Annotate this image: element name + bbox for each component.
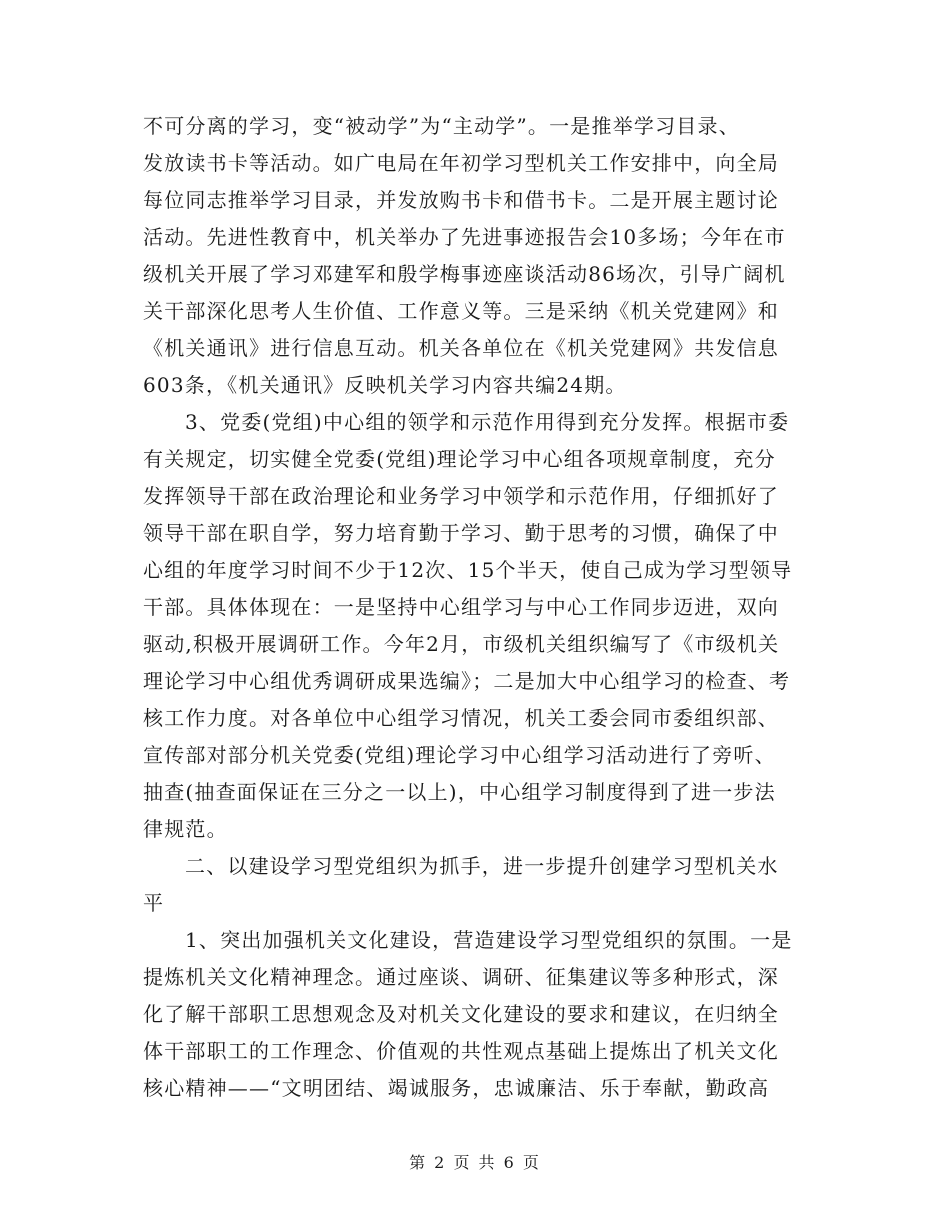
text-line: 提炼机关文化精神理念。通过座谈、调研、征集建议等多种形式，深	[143, 965, 779, 989]
text-line: 抽查(抽查面保证在三分之一以上)，中心组学习制度得到了进一步法	[143, 780, 776, 804]
section-heading-2: 二、以建设学习型党组织为抓手，进一步提升创建学习型机关水	[185, 854, 779, 878]
text-line: 宣传部对部分机关党委(党组)理论学习中心组学习活动进行了旁听、	[143, 743, 776, 767]
text-line: 体干部职工的工作理念、价值观的共性观点基础上提炼出了机关文化	[143, 1039, 779, 1063]
page-number-footer: 第 2 页 共 6 页	[409, 1153, 541, 1172]
text-line: 发放读书卡等活动。如广电局在年初学习型机关工作安排中，向全局	[143, 151, 779, 175]
text-line: 关干部深化思考人生价值、工作意义等。三是采纳《机关党建网》和	[143, 299, 779, 323]
paragraph-heading-3: 3、党委(党组)中心组的领学和示范作用得到充分发挥。根据市委	[185, 410, 790, 434]
text-line: 每位同志推举学习目录，并发放购书卡和借书卡。二是开展主题讨论	[143, 188, 779, 212]
text-line: 心组的年度学习时间不少于12次、15个半天，使自己成为学习型领导	[143, 558, 793, 582]
text-line: 理论学习中心组优秀调研成果选编》；二是加大中心组学习的检查、考	[143, 669, 791, 693]
text-line: 领导干部在职自学，努力培育勤于学习、勤于思考的习惯，确保了中	[143, 521, 779, 545]
text-line: 活动。先进性教育中，机关举办了先进事迹报告会10多场；今年在市	[143, 225, 786, 249]
text-line: 干部。具体体现在：一是坚持中心组学习与中心工作同步迈进，双向	[143, 595, 779, 619]
text-line: 603条，《机关通讯》反映机关学习内容共编24期。	[143, 373, 627, 397]
text-line: 平	[143, 891, 165, 915]
text-line: 不可分离的学习，变“被动学”为“主动学”。一是推举学习目录、	[143, 114, 740, 138]
text-line: 核心精神——“文明团结、竭诚服务，忠诚廉洁、乐于奉献，勤政高	[143, 1076, 770, 1100]
text-line: 发挥领导干部在政治理论和业务学习中领学和示范作用，仔细抓好了	[143, 484, 779, 508]
text-line: 律规范。	[143, 817, 228, 841]
text-line: 核工作力度。对各单位中心组学习情况，机关工委会同市委组织部、	[143, 706, 779, 730]
text-line: 级机关开展了学习邓建军和殷学梅事迹座谈活动86场次，引导广阔机	[143, 262, 786, 286]
text-line: 化了解干部职工思想观念及对机关文化建设的要求和建议，在归纳全	[143, 1002, 779, 1026]
text-line: 驱动,积极开展调研工作。今年2月，市级机关组织编写了《市级机关	[143, 632, 780, 656]
paragraph-heading-1: 1、突出加强机关文化建设，营造建设学习型党组织的氛围。一是	[185, 928, 793, 952]
text-line: 有关规定，切实健全党委(党组)理论学习中心组各项规章制度，充分	[143, 447, 776, 471]
text-line: 《机关通讯》进行信息互动。机关各单位在《机关党建网》共发信息	[143, 336, 779, 360]
